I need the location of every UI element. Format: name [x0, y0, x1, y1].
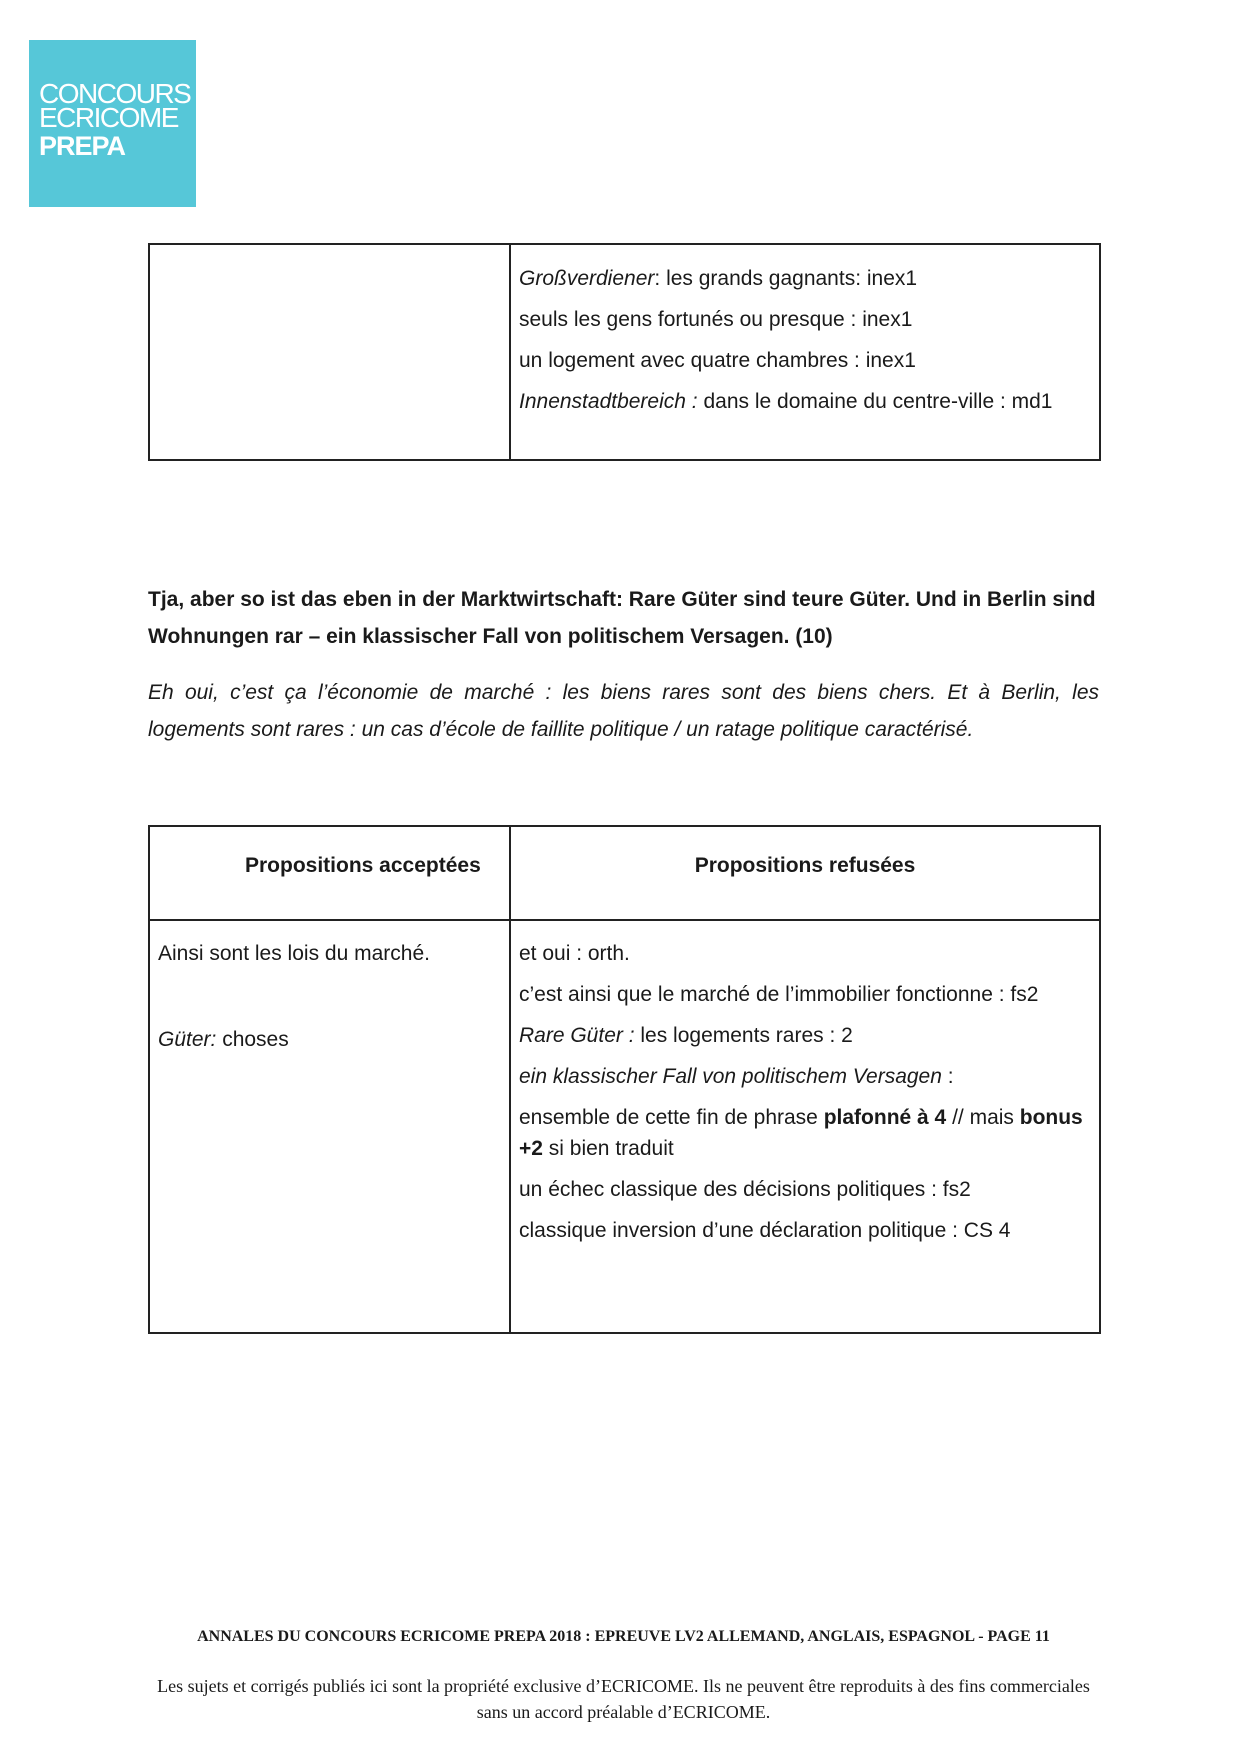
logo-line-ecricome: ECRICOME: [39, 102, 178, 133]
page-footer-copyright: Les sujets et corrigés publiés ici sont la propriété exclusive d’ECRICOME. Ils ne peuvent être reproduits à des fins commerciales sans un accord préalable d’ECRICOME.: [157, 1676, 1090, 1722]
header-accepted: Propositions acceptées: [149, 826, 510, 920]
refused-entry: classique inversion d’une déclaration politique : CS 4: [519, 1219, 1011, 1242]
accepted-cell-empty: [149, 244, 510, 460]
accepted-entry: Güter: choses: [158, 1028, 289, 1051]
refused-entry: seuls les gens fortunés ou presque : inex1: [519, 308, 913, 331]
refused-entry: c’est ainsi que le marché de l’immobilier fonctionne : fs2: [519, 983, 1039, 1006]
accepted-entry: Ainsi sont les lois du marché.: [158, 942, 430, 965]
logo-line-prepa: PREPA: [39, 131, 126, 161]
page-footer-title: ANNALES DU CONCOURS ECRICOME PREPA 2018 : EPREUVE LV2 ALLEMAND, ANGLAIS, ESPAGNOL - PAGE 11: [197, 1628, 1050, 1645]
ecricome-logo: [29, 40, 196, 207]
refused-entry: ensemble de cette fin de phrase plafonné à 4 // mais bonus +2 si bien traduit: [519, 1106, 1083, 1160]
header-refused: Propositions refusées: [510, 826, 1100, 920]
refused-cell: [510, 244, 1100, 460]
refused-entry: Rare Güter : les logements rares : 2: [519, 1024, 853, 1047]
accepted-cell: [149, 920, 510, 1333]
logo-line-concours: CONCOURS: [39, 78, 191, 109]
refused-entry: un échec classique des décisions politiques : fs2: [519, 1178, 971, 1201]
refused-entry: et oui : orth.: [519, 942, 630, 965]
refused-entry: ein klassischer Fall von politischem Versagen :: [519, 1065, 954, 1088]
refused-cell: [510, 920, 1100, 1333]
refused-entry: un logement avec quatre chambres : inex1: [519, 349, 916, 372]
refused-entry: Innenstadtbereich : dans le domaine du centre-ville : md1: [519, 390, 1053, 413]
french-model-translation: Eh oui, c’est ça l’économie de marché : les biens rares sont des biens chers. Et à Berlin, les logements sont rares : un cas d’école de faillite politique / un ratage politique caractérisé.: [148, 681, 1099, 741]
correction-table: [148, 825, 1101, 1334]
german-source-sentence: Tja, aber so ist das eben in der Marktwirtschaft: Rare Güter sind teure Güter. Und in Berlin sind Wohnungen rar – ein klassischer Fall von politischem Versagen. (10): [148, 588, 1096, 648]
correction-table-continued: [148, 243, 1101, 461]
refused-entry: Großverdiener: les grands gagnants: inex1: [519, 267, 918, 290]
